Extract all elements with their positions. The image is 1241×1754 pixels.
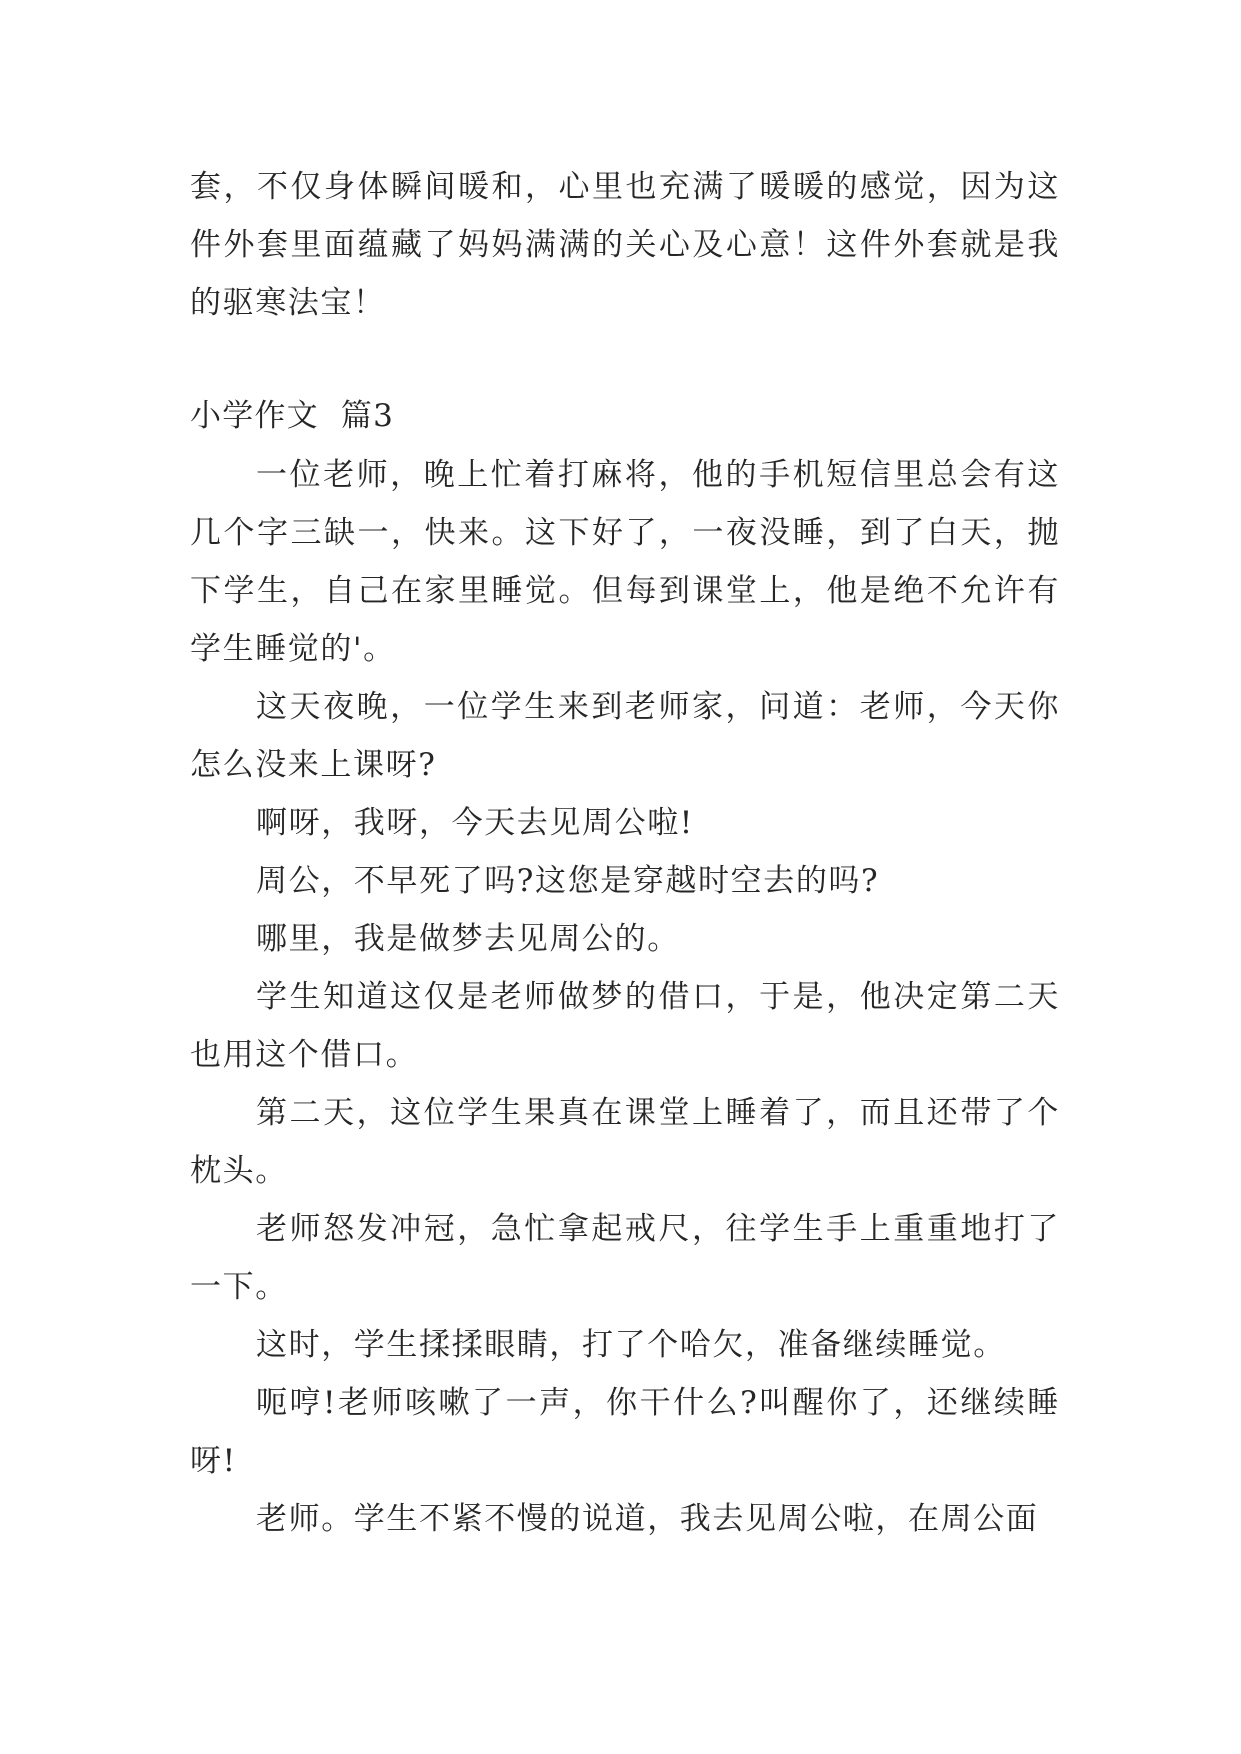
continuation-paragraph: 套，不仅身体瞬间暖和，心里也充满了暖暖的感觉，因为这件外套里面蕴藏了妈妈满满的关心及心意！这件外套就是我的驱寒法宝！	[190, 169, 1060, 321]
body-paragraph: 呃哼!老师咳嗽了一声，你干什么?叫醒你了，还继续睡呀!	[190, 1385, 1060, 1479]
body-paragraph: 这时，学生揉揉眼睛，打了个哈欠，准备继续睡觉。	[256, 1327, 1006, 1363]
body-paragraph: 老师。学生不紧不慢的说道，我去见周公啦，在周公面	[256, 1501, 1039, 1537]
body-paragraph: 这天夜晚，一位学生来到老师家，问道：老师，今天你怎么没来上课呀?	[190, 689, 1060, 783]
body-paragraph: 学生知道这仅是老师做梦的借口，于是，他决定第二天也用这个借口。	[190, 979, 1060, 1073]
intro-text-block	[190, 158, 1060, 332]
body-paragraph: 啊呀，我呀，今天去见周公啦!	[256, 805, 694, 841]
body-paragraph: 哪里，我是做梦去见周公的。	[256, 921, 680, 957]
body-paragraph: 第二天，这位学生果真在课堂上睡着了，而且还带了个枕头。	[190, 1095, 1060, 1189]
body-paragraph: 周公，不早死了吗?这您是穿越时空去的吗?	[256, 863, 880, 899]
body-paragraph: 老师怒发冲冠，急忙拿起戒尺，往学生手上重重地打了一下。	[190, 1211, 1060, 1305]
body-paragraph: 一位老师，晚上忙着打麻将，他的手机短信里总会有这几个字三缺一，快来。这下好了，一夜没睡，到了白天，抛下学生，自己在家里睡觉。但每到课堂上，他是绝不允许有学生睡觉的'。	[190, 457, 1060, 667]
essay-body	[190, 446, 1060, 1548]
section-heading: 小学作文 篇3	[190, 398, 395, 434]
